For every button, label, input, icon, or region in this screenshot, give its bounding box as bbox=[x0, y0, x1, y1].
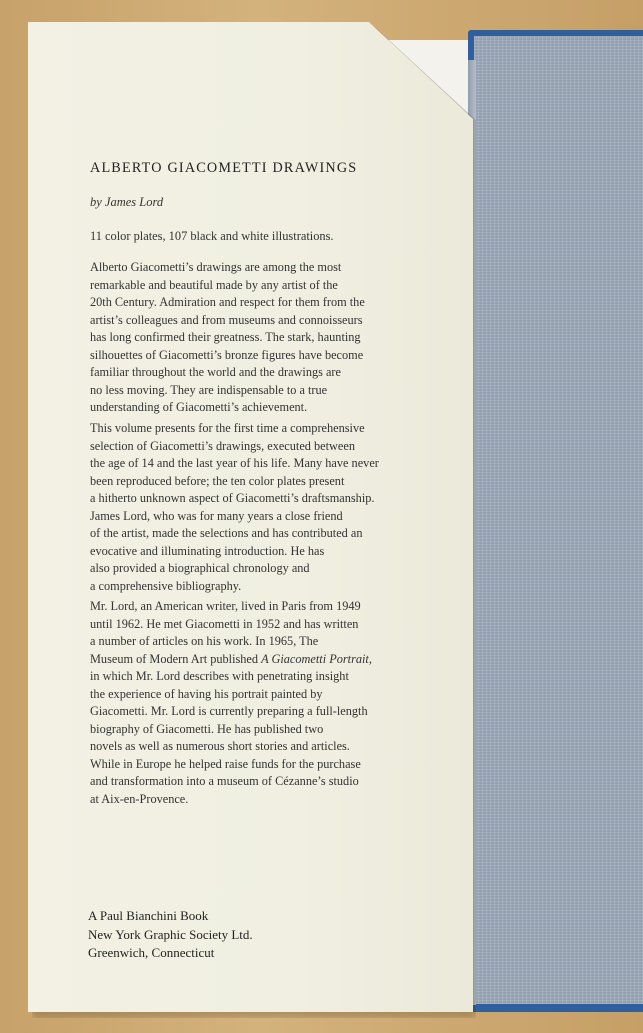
text-line: and transformation into a museum of Cézanne’s studio bbox=[90, 774, 359, 788]
text-line: James Lord, who was for many years a close friend bbox=[90, 508, 343, 523]
text-line: the experience of having his portrait painted by bbox=[90, 686, 323, 701]
text-line: Alberto Giacometti’s drawings are among the most bbox=[90, 260, 342, 274]
text-line: biography of Giacometti. He has published two bbox=[90, 721, 324, 736]
text-line: the age of 14 and the last year of his life. Many have never bbox=[90, 456, 379, 470]
author-byline: by James Lord bbox=[90, 195, 164, 209]
text-line: no less moving. They are indispensable to a true bbox=[90, 382, 328, 397]
description-paragraph-1 bbox=[90, 259, 365, 417]
text-line-start: Museum of Modern Art published bbox=[90, 651, 262, 666]
text-line: has long confirmed their greatness. The stark, haunting bbox=[90, 330, 361, 344]
publisher-line: A Paul Bianchini Book bbox=[88, 908, 209, 923]
text-line: This volume presents for the first time a comprehensive bbox=[90, 421, 365, 435]
text-line: artist’s colleagues and from museums and connoisseurs bbox=[90, 312, 363, 327]
text-line: until 1962. He met Giacometti in 1952 and has written bbox=[90, 616, 359, 631]
text-line: evocative and illuminating introduction. He has bbox=[90, 543, 325, 558]
text-line: Mr. Lord, an American writer, lived in Paris from 1949 bbox=[90, 599, 361, 613]
publisher-line: Greenwich, Connecticut bbox=[88, 945, 215, 960]
text-line: a number of articles on his work. In 1965, The bbox=[90, 634, 319, 648]
book-cover-cloth bbox=[474, 36, 643, 1004]
text-line: familiar throughout the world and the drawings are bbox=[90, 365, 341, 379]
text-line: remarkable and beautiful made by any artist of the bbox=[90, 277, 338, 292]
illustration-count: 11 color plates, 107 black and white illustrations. bbox=[90, 229, 334, 243]
book-title: ALBERTO GIACOMETTI DRAWINGS bbox=[90, 160, 358, 176]
publisher-imprint bbox=[88, 907, 253, 963]
description-paragraph-2 bbox=[90, 420, 379, 595]
book-title-italic: A Giacometti Portrait, bbox=[261, 651, 372, 666]
text-line bbox=[90, 651, 372, 669]
text-line: selection of Giacometti’s drawings, executed between bbox=[90, 438, 355, 453]
author-bio-paragraph bbox=[90, 598, 372, 808]
text-line: at Aix-en-Provence. bbox=[90, 791, 189, 806]
text-line: novels as well as numerous short stories and articles. bbox=[90, 739, 350, 753]
text-line: 20th Century. Admiration and respect for them from the bbox=[90, 295, 365, 309]
text-line: also provided a biographical chronology and bbox=[90, 561, 310, 575]
text-line: of the artist, made the selections and has contributed an bbox=[90, 526, 363, 540]
text-line: Giacometti. Mr. Lord is currently preparing a full-length bbox=[90, 704, 368, 718]
text-line: silhouettes of Giacometti’s bronze figures have become bbox=[90, 347, 364, 362]
text-line: While in Europe he helped raise funds for the purchase bbox=[90, 756, 361, 771]
text-line: a comprehensive bibliography. bbox=[90, 578, 242, 593]
publisher-line: New York Graphic Society Ltd. bbox=[88, 926, 253, 942]
text-line: in which Mr. Lord describes with penetrating insight bbox=[90, 669, 349, 683]
text-line: understanding of Giacometti’s achievement. bbox=[90, 400, 308, 414]
text-line: been reproduced before; the ten color plates present bbox=[90, 473, 345, 488]
text-line: a hitherto unknown aspect of Giacometti’s draftsmanship. bbox=[90, 491, 375, 505]
